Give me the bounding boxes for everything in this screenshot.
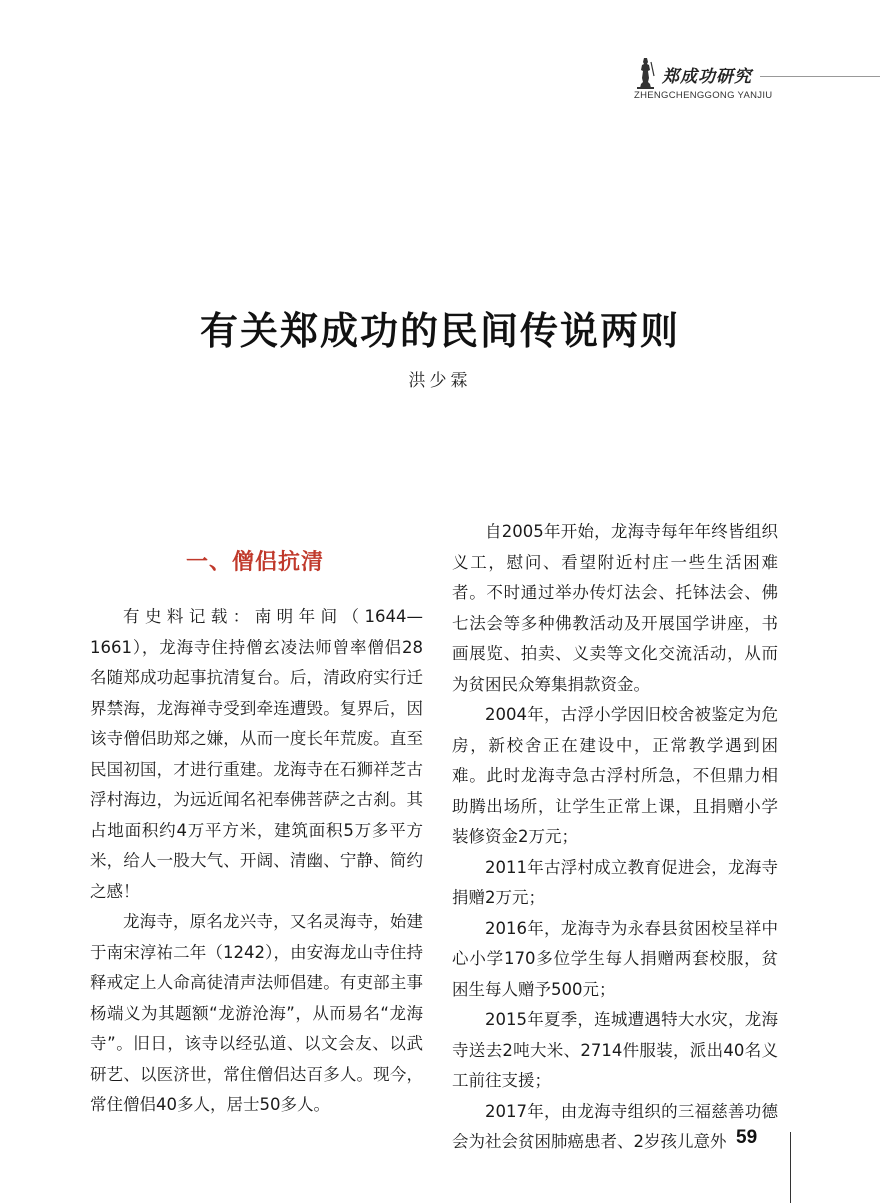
left-column (90, 602, 423, 1121)
paragraph: 2011年古浮村成立教育促进会，龙海寺捐赠2万元； (452, 857, 778, 907)
paragraph: 2017年，由龙海寺组织的三福慈善功德会为社会贫困肺癌患者、2岁孩儿意外 (452, 1101, 778, 1151)
article-author: 洪少霖 (408, 371, 472, 391)
paragraph: 有史料记载：南明年间（1644—1661），龙海寺住持僧玄凌法师曾率僧侣28名随郑成功起事抗清复台。后，清政府实行迁界禁海，龙海禅寺受到牵连遭毁。复界后，因该寺僧侣助郑之嫌，从而一度长年荒废。直至民国初国，才进行重建。龙海寺在石狮祥芝古浮村海边，为远近闻名祀奉佛菩萨之古刹。其占地面积约4万平方米，建筑面积5万多平方米，给人一股大气、开阔、清幽、宁静、简约之感！ (90, 607, 423, 901)
paragraph: 2004年，古浮小学因旧校舍被鉴定为危房，新校舍正在建设中，正常教学遇到困难。此时龙海寺急古浮村所急，不但鼎力相助腾出场所，让学生正常上课，且捐赠小学装修资金2万元； (452, 705, 778, 846)
page-number: 59 (736, 1127, 758, 1148)
journal-header (632, 54, 880, 110)
journal-title-en: ZHENGCHENGGONG YANJIU (634, 90, 773, 101)
paragraph: 自2005年开始，龙海寺每年年终皆组织义工，慰问、看望附近村庄一些生活困难者。不时通过举办传灯法会、托钵法会、佛七法会等多种佛教活动及开展国学讲座，书画展览、拍卖、义卖等文化交流活动，从而为贫困民众筹集捐款资金。 (452, 522, 778, 694)
statue-icon (632, 56, 660, 90)
header-rule (760, 76, 880, 77)
paragraph: 龙海寺，原名龙兴寺，又名灵海寺，始建于南宋淳祐二年（1242），由安海龙山寺住持释戒定上人命高徒清声法师倡建。有吏部主事杨端义为其题额“龙游沧海”，从而易名“龙海寺”。旧日，该寺以经弘道、以文会友、以武研艺、以医济世，常住僧侣达百多人。现今，常住僧侣40多人，居士50多人。 (90, 912, 423, 1114)
journal-title-cn: 郑成功研究 (662, 67, 752, 87)
section-heading: 一、僧侣抗清 (185, 550, 324, 575)
article-title: 有关郑成功的民间传说两则 (199, 309, 680, 353)
page-edge-rule (790, 1132, 791, 1203)
paragraph: 2016年，龙海寺为永春县贫困校呈祥中心小学170多位学生每人捐赠两套校服，贫困生每人赠予500元； (452, 918, 778, 999)
right-column (452, 517, 778, 1158)
paragraph: 2015年夏季，连城遭遇特大水灾，龙海寺送去2吨大米、2714件服装，派出40名义工前往支援； (452, 1010, 778, 1090)
